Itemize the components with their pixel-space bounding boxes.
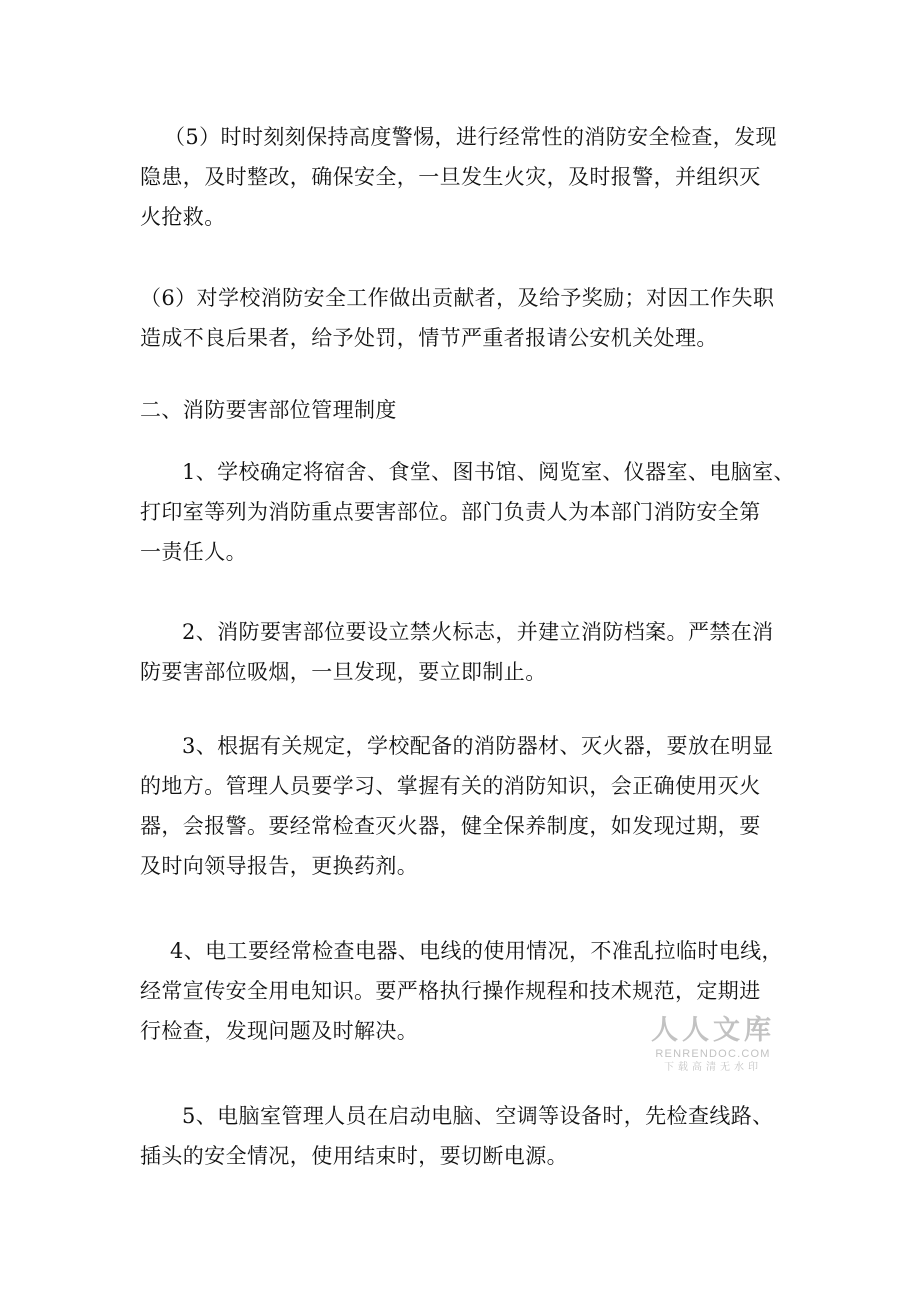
paragraph-rule-2 <box>140 612 800 692</box>
paragraph-rule-1 <box>140 452 800 572</box>
text-line: 4、电工要经常检查电器、电线的使用情况，不准乱拉临时电线， <box>170 939 783 963</box>
text-line: （6）对学校消防安全工作做出贡献者，及给予奖励；对因工作失职 <box>140 286 775 310</box>
text-line: 造成不良后果者，给予处罚，情节严重者报请公安机关处理。 <box>140 326 718 350</box>
watermark-logo <box>648 1015 778 1075</box>
text-line: 5、电脑室管理人员在启动电脑、空调等设备时，先检查线路、 <box>182 1104 774 1128</box>
paragraph-item-6 <box>140 278 800 358</box>
text-line: （5）时时刻刻保持高度警惕，进行经常性的消防安全检查，发现 <box>164 125 777 149</box>
text-line: 1、学校确定将宿舍、食堂、图书馆、阅览室、仪器室、电脑室、 <box>182 460 795 484</box>
text-line: 的地方。管理人员要学习、掌握有关的消防知识，会正确使用灭火 <box>140 774 761 798</box>
text-line: 火抢救。 <box>140 205 226 229</box>
watermark-tagline: 下载高清无水印 <box>664 1062 762 1073</box>
text-line: 防要害部位吸烟，一旦发现，要立即制止。 <box>140 660 547 684</box>
watermark-title: 人人文库 <box>651 1015 775 1046</box>
text-line: 行检查，发现问题及时解决。 <box>140 1019 419 1043</box>
text-line: 3、根据有关规定，学校配备的消防器材、灭火器，要放在明显 <box>182 734 774 758</box>
text-line: 经常宣传安全用电知识。要严格执行操作规程和技术规范，定期进 <box>140 979 761 1003</box>
text-line: 打印室等列为消防重点要害部位。部门负责人为本部门消防安全第 <box>140 500 761 524</box>
paragraph-rule-3 <box>140 726 800 886</box>
text-line: 器，会报警。要经常检查灭火器，健全保养制度，如发现过期，要 <box>140 814 761 838</box>
text-line: 插头的安全情况，使用结束时，要切断电源。 <box>140 1144 568 1168</box>
watermark-site: RENRENDOC.COM <box>655 1048 771 1060</box>
section-heading <box>140 390 800 430</box>
paragraph-rule-5 <box>140 1096 800 1176</box>
text-line: 一责任人。 <box>140 540 247 564</box>
text-line: 及时向领导报告，更换药剂。 <box>140 854 419 878</box>
section-heading-text: 二、消防要害部位管理制度 <box>140 398 397 422</box>
text-line: 隐患，及时整改，确保安全，一旦发生火灾，及时报警，并组织灭 <box>140 165 761 189</box>
text-line: 2、消防要害部位要设立禁火标志，并建立消防档案。严禁在消 <box>182 620 774 644</box>
paragraph-item-5 <box>140 117 800 237</box>
